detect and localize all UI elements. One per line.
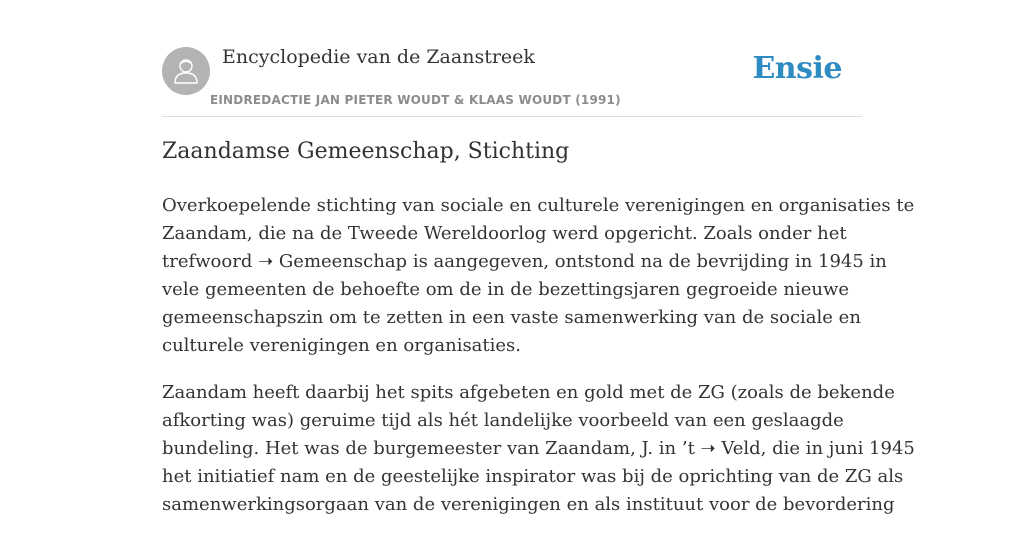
cross-reference-link[interactable] [258,251,407,272]
editors-line: EINDREDACTIE JAN PIETER WOUDT & KLAAS WOUDT (1991) [210,93,621,107]
text-line: Zaandam heeft daarbij het spits afgebeten en gold met de ZG (zoals de bekende [162,382,895,403]
text-segment: bundeling. Het was de burgemeester van Zaandam, J. in ’t [162,438,701,459]
page-container [162,0,915,515]
text-line: gemeenschapszin om te zetten in een vaste samenwerking van de sociale en [162,307,861,328]
link-label: Veld [721,438,761,459]
text-segment: trefwoord [162,251,259,272]
link-label: Gemeenschap [278,251,408,272]
arrow-icon: ➝ [700,438,716,459]
text-line: Overkoepelende stichting van sociale en culturele verenigingen en organisaties te [162,195,915,216]
text-line: vele gemeenten de behoefte om de in de bezettingsjaren gegroeide nieuwe [162,279,850,300]
header [162,0,862,117]
text-segment: , die in juni 1945 [760,438,915,459]
brand-logo[interactable]: Ensie [752,51,842,86]
arrow-icon: ➝ [258,251,274,272]
article-title: Zaandamse Gemeenschap, Stichting [162,139,570,164]
cross-reference-link[interactable] [701,438,761,459]
article-body [162,192,915,538]
paragraph-2 [162,379,915,519]
text-line: culturele verenigingen en organisaties. [162,335,522,356]
publication-title[interactable]: Encyclopedie van de Zaanstreek [222,46,535,68]
avatar[interactable] [162,47,210,95]
text-segment: is aangegeven, ontstond na de bevrijding in 1945 in [407,251,887,272]
text-line: Zaandam, die na de Tweede Wereldoorlog werd opgericht. Zoals onder het [162,223,847,244]
text-line [162,248,887,276]
paragraph-1 [162,192,915,360]
text-line: afkorting was) geruime tijd als hét landelijke voorbeeld van een geslaagde [162,410,844,431]
text-line: het initiatief nam en de geestelijke inspirator was bij de oprichting van de ZG als [162,466,904,487]
text-line: samenwerkingsorgaan van de verenigingen en als instituut voor de bevordering [162,494,895,515]
text-line [162,435,915,463]
user-icon [171,56,201,86]
